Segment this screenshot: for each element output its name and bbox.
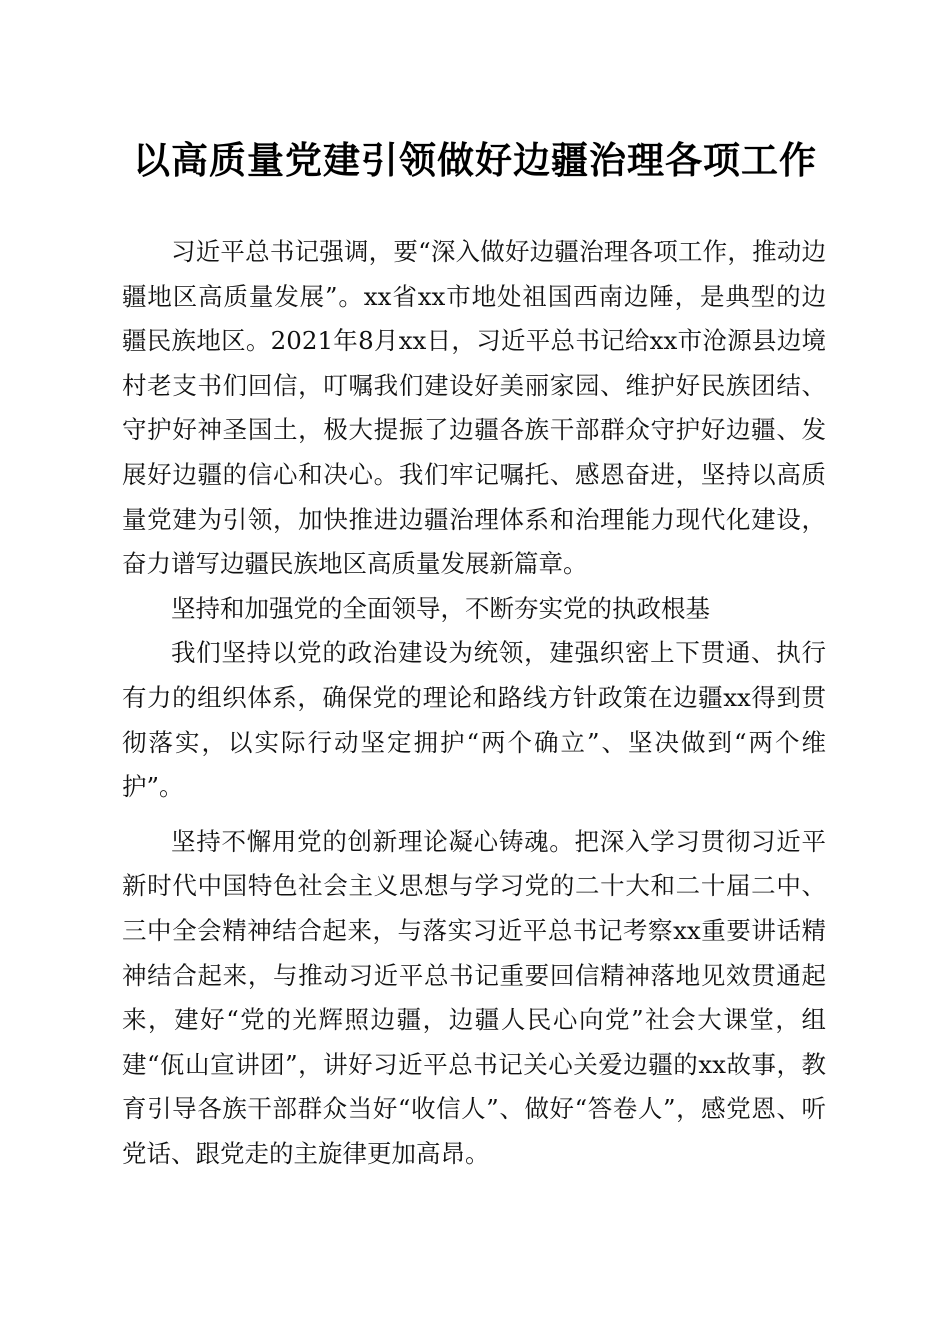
document-title: 以高质量党建引领做好边疆治理各项工作	[133, 138, 817, 182]
paragraph-theory: 坚持不懈用党的创新理论凝心铸魂。把深入学习贯彻习近平新时代中国特色社会主义思想与学习党的二十大和二十届二中、三中全会精神结合起来，与落实习近平总书记考察xx重要讲话精神结合起来，与推动习近平总书记重要回信精神落地见效贯通起来，建好“党的光辉照边疆，边疆人民心向党”社会大课堂，组建“佤山宣讲团”，讲好习近平总书记关心关爱边疆的xx故事，教育引导各族干部群众当好“收信人”、做好“答卷人”，感党恩、听党话、跟党走的主旋律更加高昂。	[122, 826, 826, 1168]
section-heading: 坚持和加强党的全面领导，不断夯实党的执政根基	[171, 593, 710, 623]
paragraph-intro: 习近平总书记强调，要“深入做好边疆治理各项工作，推动边疆地区高质量发展”。xx省xx市地处祖国西南边陲，是典型的边疆民族地区。2021年8月xx日，习近平总书记给xx市沧源县边境村老支书们回信，叮嘱我们建设好美丽家园、维护好民族团结、守护好神圣国土，极大提振了边疆各族干部群众守护好边疆、发展好边疆的信心和决心。我们牢记嘱托、感恩奋进，坚持以高质量党建为引领，加快推进边疆治理体系和治理能力现代化建设，奋力谱写边疆民族地区高质量发展新篇章。	[122, 237, 826, 579]
document-body	[122, 230, 826, 1176]
paragraph-organization: 我们坚持以党的政治建设为统领，建强织密上下贯通、执行有力的组织体系，确保党的理论和路线方针政策在边疆xx得到贯彻落实，以实际行动坚定拥护“两个确立”、坚决做到“两个维护”。	[122, 638, 826, 802]
paragraph-spacer	[122, 810, 826, 820]
